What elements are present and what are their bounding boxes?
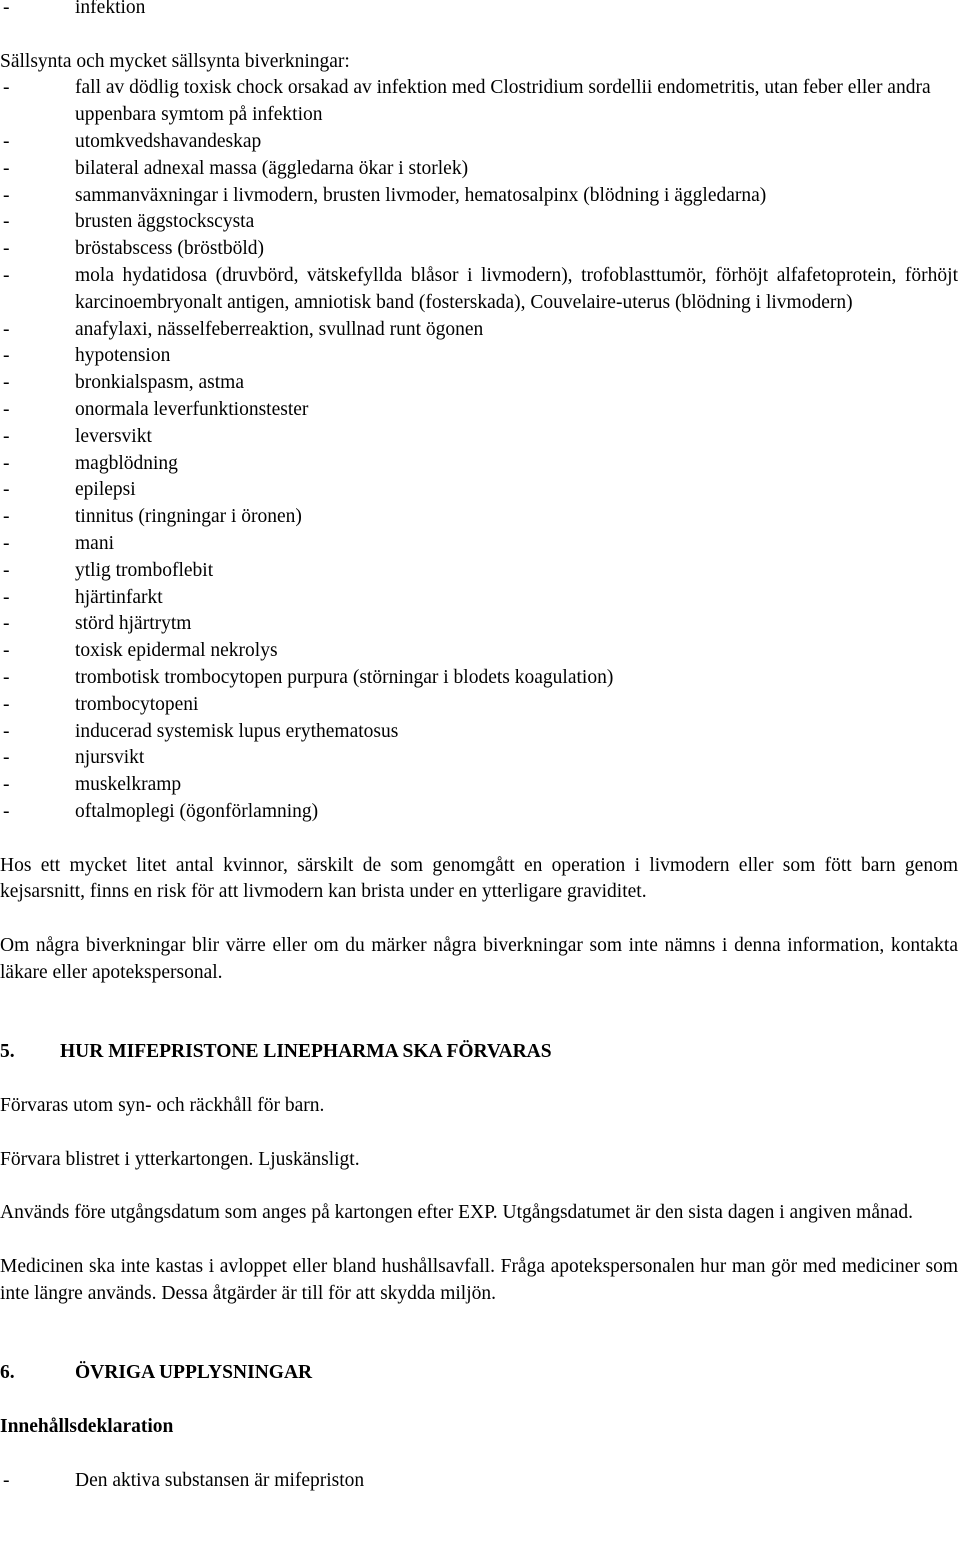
list-item xyxy=(0,183,958,210)
bullet-dash: - xyxy=(3,211,10,233)
list-item xyxy=(0,558,958,585)
list-item-text: epilepsi xyxy=(75,479,136,501)
section-number: 6. xyxy=(0,1362,15,1384)
section-number: 5. xyxy=(0,1041,15,1063)
bullet-dash: - xyxy=(3,640,10,662)
list-item-text: toxisk epidermal nekrolys xyxy=(75,640,278,662)
list-item xyxy=(0,317,958,344)
bullet-dash: - xyxy=(3,0,10,18)
bullet-dash: - xyxy=(3,77,10,99)
list-item xyxy=(0,692,958,719)
list-item-text: hypotension xyxy=(75,345,171,367)
list-item-text: leversvikt xyxy=(75,425,152,447)
list-item xyxy=(0,611,958,638)
list-item xyxy=(0,370,958,397)
list-item-text: muskelkramp xyxy=(75,774,182,796)
list-item-text: hjärtinfarkt xyxy=(75,586,163,608)
section-title: HUR MIFEPRISTONE LINEPHARMA SKA FÖRVARAS xyxy=(60,1041,552,1063)
rare-side-effects-list xyxy=(0,75,958,825)
list-item xyxy=(0,397,958,424)
list-item-text: anafylaxi, nässelfeberreaktion, svullnad runt ögonen xyxy=(75,318,484,340)
contents-subheading: Innehållsdeklaration xyxy=(0,1416,174,1438)
bullet-dash: - xyxy=(3,479,10,501)
list-item xyxy=(0,719,958,746)
list-item xyxy=(0,343,958,370)
bullet-dash: - xyxy=(3,532,10,554)
bullet-dash: - xyxy=(3,264,10,286)
bullet-dash: - xyxy=(3,130,10,152)
bullet-dash: - xyxy=(3,425,10,447)
list-item-text: tinnitus (ringningar i öronen) xyxy=(75,506,302,528)
bullet-dash: - xyxy=(3,398,10,420)
list-item xyxy=(0,638,958,665)
caesarean-risk-paragraph: Hos ett mycket litet antal kvinnor, särskilt de som genomgått en operation i livmodern eller som fött barn genom kejsarsnitt, finns en risk för att livmodern kan brista under en ytterligare graviditet. xyxy=(0,854,958,903)
list-item-text: bröstabscess (bröstböld) xyxy=(75,238,265,260)
list-item xyxy=(0,477,958,504)
list-item-text: njursvikt xyxy=(75,747,145,769)
list-item-text: fall av dödlig toxisk chock orsakad av infektion med Clostridium sordellii endometritis, utan feber eller andra uppenbara symtom på infektion xyxy=(75,77,931,126)
list-item-text: störd hjärtrytm xyxy=(75,613,192,635)
list-item xyxy=(0,75,958,129)
list-item xyxy=(0,585,958,612)
list-item-text: infektion xyxy=(75,0,146,18)
bullet-dash: - xyxy=(3,184,10,206)
list-item xyxy=(0,424,958,451)
list-item-text: brusten äggstockscysta xyxy=(75,211,255,233)
list-item-text: trombocytopeni xyxy=(75,693,199,715)
list-item-text: inducerad systemisk lupus erythematosus xyxy=(75,720,399,742)
section-6-heading xyxy=(0,1360,958,1387)
bullet-dash: - xyxy=(3,157,10,179)
bullet-dash: - xyxy=(3,452,10,474)
list-item-text: oftalmoplegi (ögonförlamning) xyxy=(75,800,319,822)
list-item-text: trombotisk trombocytopen purpura (störningar i blodets koagulation) xyxy=(75,666,614,688)
bullet-dash: - xyxy=(3,1469,10,1491)
list-item xyxy=(0,156,958,183)
list-item xyxy=(0,504,958,531)
bullet-dash: - xyxy=(3,747,10,769)
bullet-dash: - xyxy=(3,666,10,688)
list-item xyxy=(0,531,958,558)
storage-paragraph: Medicinen ska inte kastas i avloppet eller bland hushållsavfall. Fråga apotekspersonalen hur man gör med mediciner som inte längre används. Dessa åtgärder är till för att skydda miljön. xyxy=(0,1255,958,1304)
list-item-text: magblödning xyxy=(75,452,178,474)
list-item xyxy=(0,263,958,317)
section-title: ÖVRIGA UPPLYSNINGAR xyxy=(75,1362,313,1384)
bullet-dash: - xyxy=(3,693,10,715)
list-item-text: Den aktiva substansen är mifepriston xyxy=(75,1469,365,1491)
list-item-text: mola hydatidosa (druvbörd, vätskefyllda blåsor i livmodern), trofoblasttumör, förhöjt alfafetoprotein, förhöjt karcinoembryonalt antigen, amniotisk band (fosterskada), Couvelaire-uterus (blödning i livmodern) xyxy=(75,264,958,313)
contact-paragraph: Om några biverkningar blir värre eller om du märker några biverkningar som inte nämns i denna information, kontakta läkare eller apotekspersonal. xyxy=(0,934,958,983)
list-item xyxy=(0,665,958,692)
list-item xyxy=(0,0,958,22)
list-item-text: bronkialspasm, astma xyxy=(75,372,244,394)
storage-paragraph: Används före utgångsdatum som anges på kartongen efter EXP. Utgångsdatumet är den sista dagen i angiven månad. xyxy=(0,1202,914,1224)
list-item xyxy=(0,745,958,772)
bullet-dash: - xyxy=(3,318,10,340)
storage-paragraph: Förvaras utom syn- och räckhåll för barn. xyxy=(0,1095,325,1117)
list-item xyxy=(0,236,958,263)
list-item-text: ytlig tromboflebit xyxy=(75,559,214,581)
list-item-text: onormala leverfunktionstester xyxy=(75,398,309,420)
bullet-dash: - xyxy=(3,372,10,394)
list-item xyxy=(0,451,958,478)
bullet-dash: - xyxy=(3,586,10,608)
bullet-dash: - xyxy=(3,559,10,581)
rare-side-effects-intro: Sällsynta och mycket sällsynta biverkningar: xyxy=(0,50,350,72)
section-5-heading xyxy=(0,1039,958,1066)
bullet-dash: - xyxy=(3,613,10,635)
list-item-text: utomkvedshavandeskap xyxy=(75,130,262,152)
list-item xyxy=(0,129,958,156)
list-item-text: mani xyxy=(75,532,114,554)
bullet-dash: - xyxy=(3,774,10,796)
list-item xyxy=(0,799,958,826)
list-item-text: sammanväxningar i livmodern, brusten livmoder, hematosalpinx (blödning i äggledarna) xyxy=(75,184,767,206)
bullet-dash: - xyxy=(3,800,10,822)
list-item xyxy=(0,1468,958,1495)
storage-paragraph: Förvara blistret i ytterkartongen. Ljuskänsligt. xyxy=(0,1148,360,1170)
bullet-dash: - xyxy=(3,720,10,742)
list-item xyxy=(0,772,958,799)
list-item xyxy=(0,209,958,236)
bullet-dash: - xyxy=(3,506,10,528)
list-item-text: bilateral adnexal massa (äggledarna ökar i storlek) xyxy=(75,157,469,179)
bullet-dash: - xyxy=(3,238,10,260)
bullet-dash: - xyxy=(3,345,10,367)
